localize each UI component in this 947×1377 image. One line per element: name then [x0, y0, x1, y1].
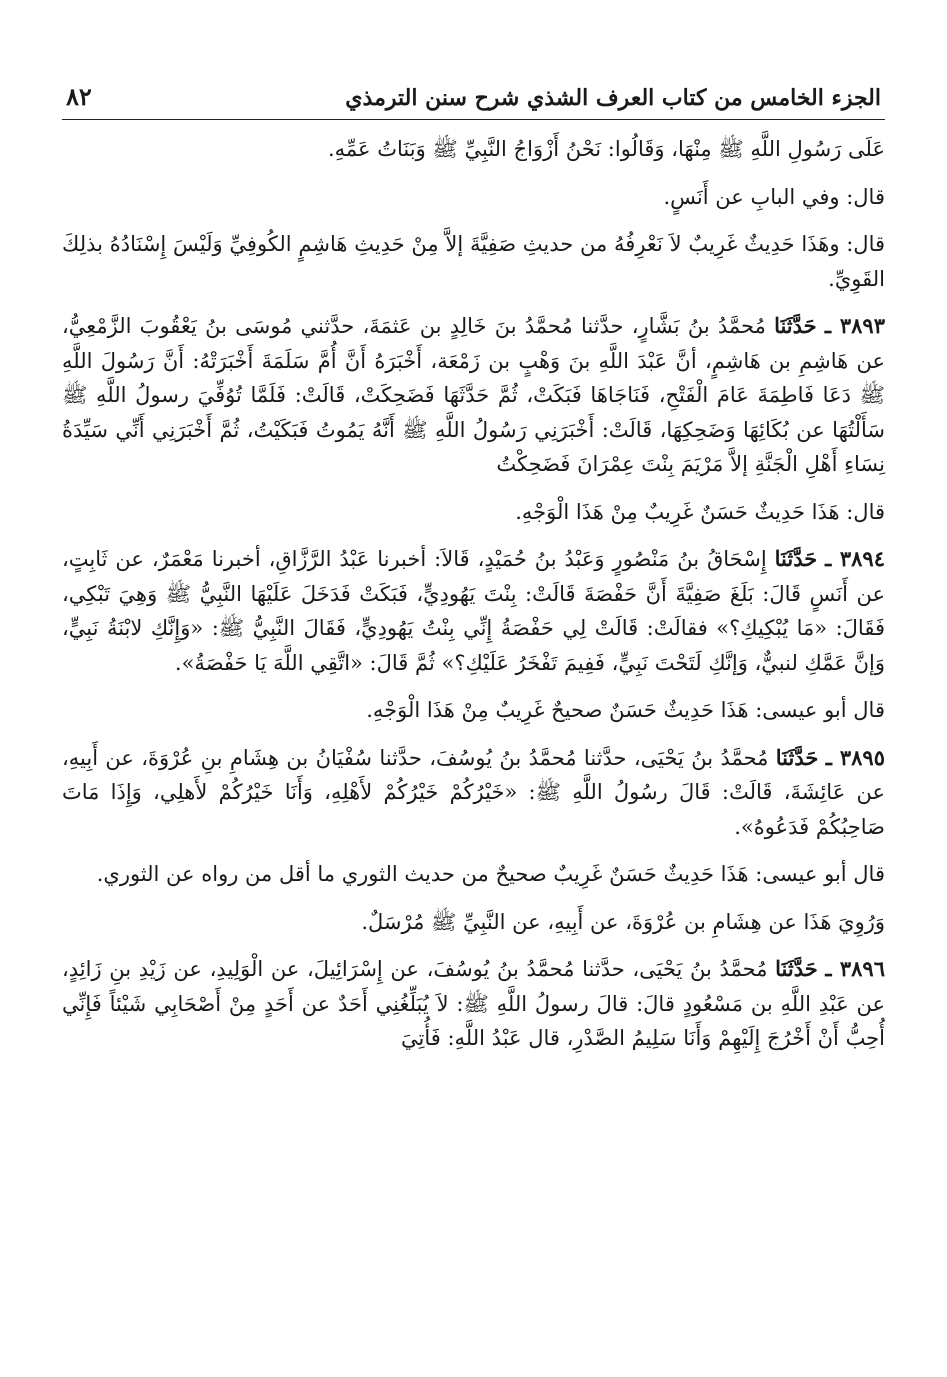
hadith-3896 — [62, 952, 885, 1056]
page-number: ٨٢ — [66, 82, 92, 111]
paragraph — [62, 905, 885, 940]
paragraph — [62, 857, 885, 892]
hadith-3895 — [62, 741, 885, 845]
paragraph-text: مُحمَّدُ بنُ يَحْيَى، حدَّثنا مُحمَّدُ بنُ يُوسُفَ، عن إِسْرَائِيلَ، عن الْوَلِيدِ، عن زَيْدِ بنِ زَائِدٍ، عن عَبْدِ اللَّهِ بن مَسْعُودٍ قالَ: قالَ رسولُ اللَّهِ ﷺ: لاَ يُبَلِّغُنِي أَحَدٌ عن أَحَدٍ مِنْ أَصْحَابِي شَيْئاً فَإِنِّي أُحِبُّ أَنْ أَخْرُجَ إِلَيْهِمْ وَأَنَا سَلِيمُ الصَّدْرِ، قال عَبْدُ اللَّهِ: فَأُتِيَ — [62, 957, 885, 1050]
paragraph — [62, 693, 885, 728]
paragraph-text: قال: وهَذَا حَدِيثٌ غَرِيبٌ لاَ نَعْرِفُهُ من حديثِ صَفِيَّةَ إلاَّ مِنْ حَدِيثِ هَاشِمٍ الكُوفِيِّ وَلَيْسَ إِسْنَادُهُ بذلِكَ القَوِيِّ. — [62, 232, 885, 291]
paragraph-text: مُحمَّدُ بنُ بَشَّارٍ، حدَّثنا مُحمَّدُ بنَ خَالِدٍ بن عَثمَةَ، حدَّثني مُوسَى بنُ يَعْقُوبَ الزَّمْعِيُّ، عن هَاشِمِ بن هَاشِمٍ، أنَّ عَبْدَ اللَّهِ بنَ وَهْبٍ بن زَمْعَة، أَخْبَرَهُ أَنَّ أُمَّ سَلَمَةَ أَخْبَرَتْهُ: أَنَّ رَسُولَ اللَّهِ ﷺ دَعَا فَاطِمَةَ عَامَ الْفَتْحِ، فَنَاجَاهَا فَبَكَتْ، ثُمَّ حَدَّثَهَا فَضَحِكَتْ، قَالَتْ: فَلَمَّا تُوُفِّيَ رسولُ اللَّهِ ﷺ سَأَلْتُهَا عن بُكَائِهَا وَضَحِكِهَا، قَالَتْ: أَخْبَرَنِي رَسُولُ اللَّهِ ﷺ أَنَّهُ يَمُوتُ فَبَكَيْتُ، ثُمَّ أَخْبَرَنِي أَنِّي سَيِّدَةُ نِسَاءِ أَهْلِ الْجَنَّةِ إلاَّ مَرْيَمَ بِنْتَ عِمْرَانَ فَضَحِكْتُ — [62, 314, 885, 476]
running-header — [62, 76, 885, 120]
hadith-number: ٣٨٩٦ ـ — [825, 956, 885, 981]
paragraph-text: قال: هَذَا حَدِيثٌ حَسَنٌ غَرِيبٌ مِنْ هَذَا الْوَجْهِ. — [515, 499, 885, 524]
hadith-number: ٣٨٩٣ ـ — [824, 313, 885, 338]
hadith-number: ٣٨٩٤ ـ — [825, 546, 885, 571]
hadith-lead: حَدَّثَنَا — [775, 744, 819, 770]
hadith-3893 — [62, 309, 885, 482]
header-title: الجزء الخامس من كتاب العرف الشذي شرح سنن الترمذي — [345, 85, 881, 111]
paragraph — [62, 227, 885, 296]
hadith-lead: حَدَّثَنَا — [774, 546, 818, 571]
paragraph-text: مُحمَّدُ بنُ يَحْيَى، حدَّثنا مُحمَّدُ بنُ يُوسُفَ، حدَّثنا سُفْيَانُ بن هِشَامِ بنِ عُرْوَةَ، عن أَبِيهِ، عن عَائِشَةَ، قَالَتْ: قَالَ رسُولُ اللَّهِ ﷺ: «خَيْرُكُمْ خَيْرُكُمْ لأَهْلِهِ، وَأَنَا خَيْرُكُمْ لأَهلِي، وَإِذَا مَاتَ صَاحِبُكُمْ فَدَعُوهُ». — [62, 745, 885, 839]
paragraph — [62, 180, 885, 215]
paragraph — [62, 132, 885, 167]
paragraph-text: وَرُوِيَ هَذَا عن هِشَامِ بن عُرْوَةَ، عن أَبِيهِ، عن النَّبِيِّ ﷺ مُرْسَلٌ. — [361, 909, 885, 934]
paragraph-text: إِسْحَاقُ بنُ مَنْصُورٍ وَعَبْدُ بنُ حُمَيْدٍ، قَالاَ: أخبرنا عَبْدُ الرَّزَّاقِ، أخبرنا مَعْمَرٌ، عن ثَابِتٍ، عن أَنَسٍ قَالَ: بَلَغَ صَفِيَّةَ أَنَّ حَفْصَةَ قَالَتْ: بِنْتَ يَهُودِيٍّ، فَبَكَتْ فَدَخَلَ عَلَيْهَا النَّبِيُّ ﷺ وَهِيَ تَبْكِي، فَقَالَ: «مَا يُبْكِيكِ؟» فقالَتْ: قَالَتْ لِي حَفْصَةُ إِنِّي بِنْتُ يَهُودِيٍّ، فَقَالَ النَّبِيُّ ﷺ: «وَإِنَّكِ لابْنَةُ نَبِيٍّ، وَإنَّ عَمَّكِ لنبيٌّ، وَإنَّكِ لَتَحْتَ نَبِيٍّ، فَفِيمَ تَفْخَرُ عَلَيْكِ؟» ثُمَّ قَالَ: «اتَّقِي اللَّهَ يَا حَفْصَةُ». — [62, 547, 885, 675]
paragraph-text: عَلَى رَسُولِ اللَّهِ ﷺ مِنْهَا، وَقَالُوا: نَحْنُ أَزْوَاجُ النَّبِيِّ ﷺ وَبَنَاتُ عَمِّهِ. — [327, 137, 885, 161]
paragraph-text: قال أبو عيسى: هَذَا حَدِيثٌ حَسَنٌ صحيحٌ غَرِيبٌ مِنْ هَذَا الْوَجْهِ. — [366, 698, 885, 722]
body-text — [62, 132, 885, 1056]
hadith-lead: حَدَّثَنَا — [774, 313, 817, 338]
hadith-3894 — [62, 542, 885, 680]
hadith-number: ٣٨٩٥ ـ — [825, 744, 885, 770]
hadith-lead: حَدَّثَنَا — [775, 956, 818, 981]
paragraph-text: قال: وفي البابِ عن أَنَسٍ. — [663, 184, 885, 209]
paragraph — [62, 495, 885, 530]
paragraph-text: قال أبو عيسى: هَذَا حَدِيثٌ حَسَنٌ غَرِيبٌ صحيحٌ من حديث الثوري ما أقل من رواه عن الثوري. — [96, 862, 885, 886]
